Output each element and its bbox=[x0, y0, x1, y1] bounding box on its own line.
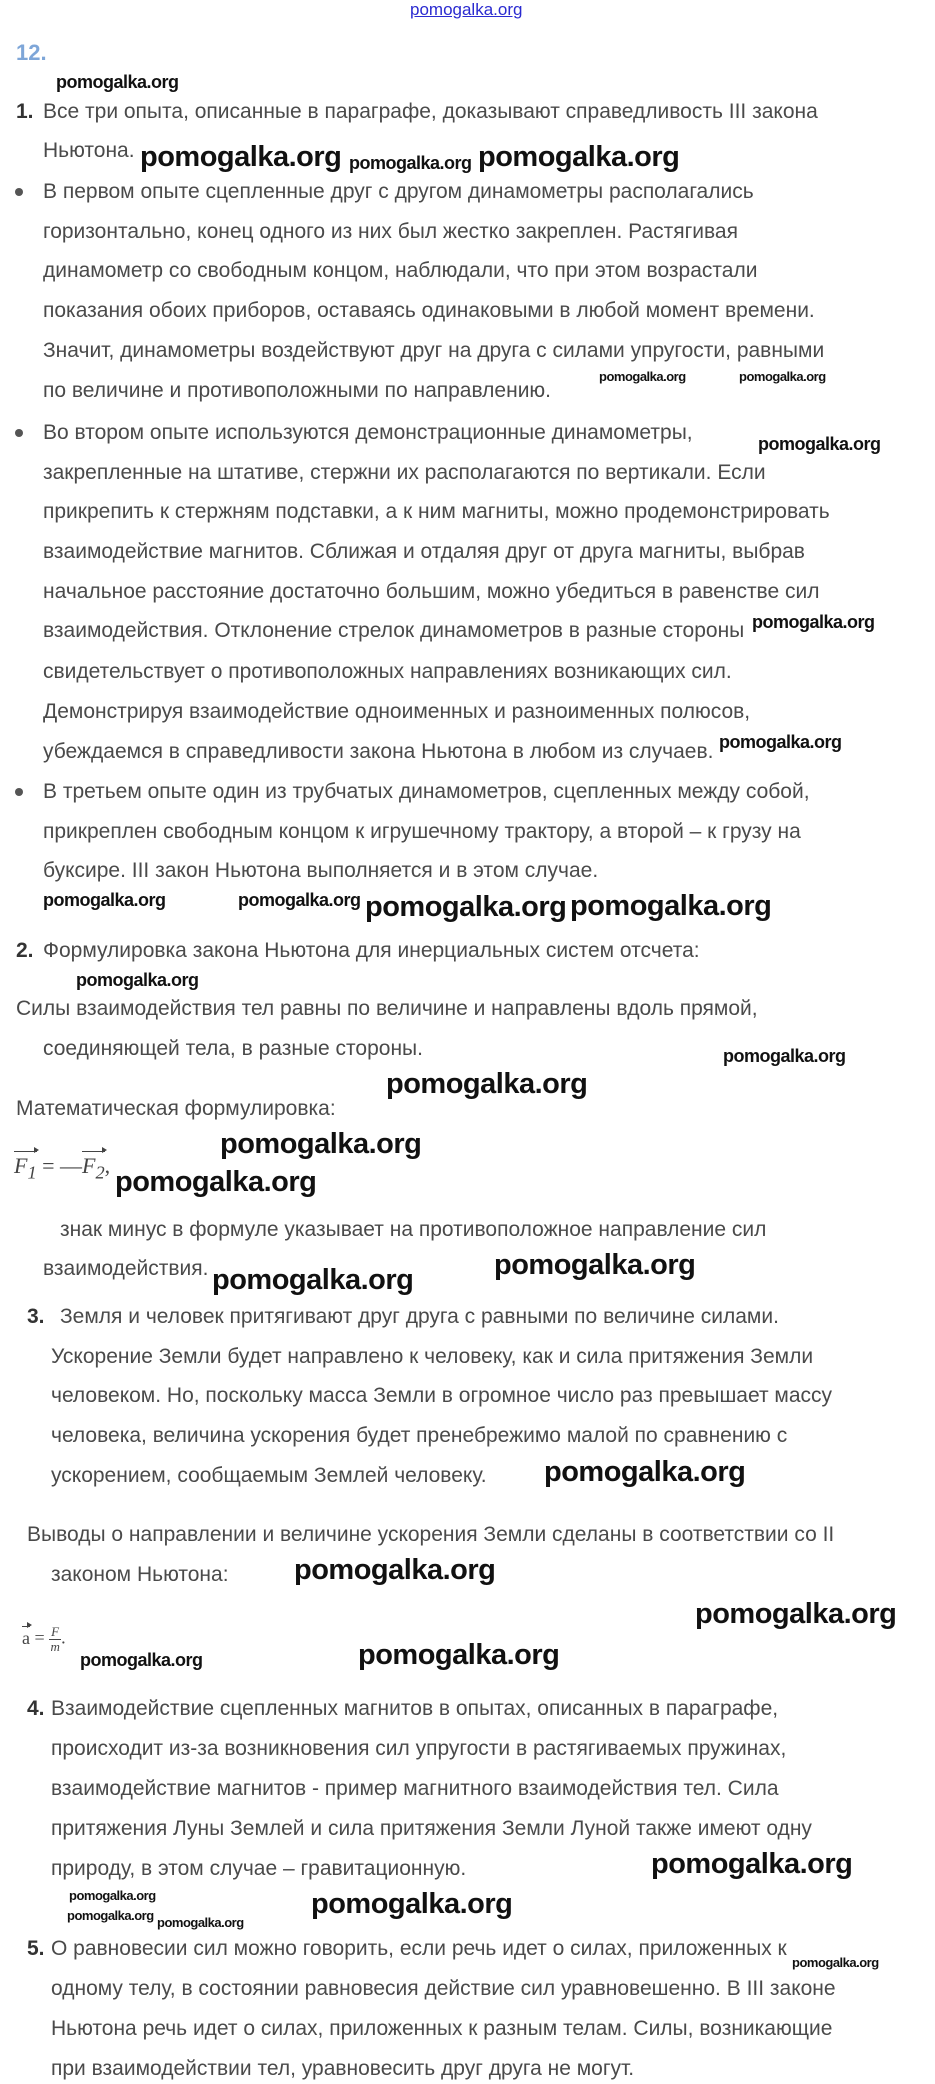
watermark: pomogalka.org bbox=[739, 369, 826, 384]
item-number: 2. bbox=[16, 939, 34, 962]
watermark: pomogalka.org bbox=[140, 141, 342, 173]
watermark: pomogalka.org bbox=[570, 890, 772, 922]
text-line: знак минус в формуле указывает на противоположное направление сил bbox=[60, 1218, 767, 1241]
watermark: pomogalka.org bbox=[220, 1128, 422, 1160]
text-line: буксире. III закон Ньютона выполняется и в этом случае. bbox=[43, 859, 599, 882]
text-line: по величине и противоположными по направлению. bbox=[43, 379, 552, 402]
watermark: pomogalka.org bbox=[365, 891, 567, 923]
watermark: pomogalka.org bbox=[212, 1264, 414, 1296]
watermark: pomogalka.org bbox=[723, 1046, 846, 1066]
text-line: соединяющей тела, в разные стороны. bbox=[43, 1037, 423, 1060]
task-number: 12. bbox=[16, 40, 47, 65]
watermark: pomogalka.org bbox=[349, 153, 472, 173]
text-line: человека, величина ускорения будет пренебрежимо малой по сравнению с bbox=[51, 1424, 788, 1447]
text-line: Силы взаимодействия тел равны по величине и направлены вдоль прямой, bbox=[16, 997, 758, 1020]
vector-f2: $F_2$ bbox=[82, 1153, 105, 1183]
text-line: показания обоих приборов, оставаясь одинаковыми в любой момент времени. bbox=[43, 299, 815, 322]
text-line: взаимодействие магнитов. Сближая и отдаляя друг от друга магниты, выбрав bbox=[43, 540, 805, 563]
watermark: pomogalka.org bbox=[311, 1888, 513, 1920]
vector-f1: $F_1$ bbox=[14, 1153, 37, 1183]
text-line: В третьем опыте один из трубчатых динамометров, сцепленных между собой, bbox=[43, 780, 810, 803]
text-line: динамометр со свободным концом, наблюдали, что при этом возрастали bbox=[43, 259, 758, 282]
text-line: Демонстрируя взаимодействие одноименных и разноименных полюсов, bbox=[43, 700, 751, 723]
watermark: pomogalka.org bbox=[752, 612, 875, 632]
top-watermark-link[interactable]: pomogalka.org bbox=[410, 0, 523, 19]
watermark: pomogalka.org bbox=[758, 434, 881, 454]
text-line: притяжения Луны Землей и сила притяжения Земли Луной также имеют одну bbox=[51, 1817, 812, 1840]
text-line: Значит, динамометры воздействуют друг на друга с силами упругости, равными bbox=[43, 339, 825, 362]
text-line: Ускорение Земли будет направлено к человеку, как и сила притяжения Земли bbox=[51, 1345, 814, 1368]
watermark: pomogalka.org bbox=[719, 732, 842, 752]
text-line: Формулировка закона Ньютона для инерциальных систем отсчета: bbox=[43, 939, 700, 962]
text-line: свидетельствует о противоположных направлениях возникающих сил. bbox=[43, 660, 732, 683]
text-line: происходит из-за возникновения сил упругости в растягиваемых пружинах, bbox=[51, 1737, 787, 1760]
watermark: pomogalka.org bbox=[494, 1249, 696, 1281]
text-line: ускорением, сообщаемым Землей человеку. bbox=[51, 1464, 487, 1487]
text-line: взаимодействия. Отклонение стрелок динамометров в разные стороны bbox=[43, 619, 745, 642]
text-line: прикреплен свободным концом к игрушечному трактору, а второй – к грузу на bbox=[43, 820, 801, 843]
text-line: Во втором опыте используются демонстрационные динамометры, bbox=[43, 421, 693, 444]
watermark: pomogalka.org bbox=[80, 1650, 203, 1670]
item-number: 4. bbox=[27, 1697, 45, 1720]
item-number: 5. bbox=[27, 1937, 45, 1960]
formula-acceleration: a = $\frac{F}{m}$ . bbox=[22, 1624, 66, 1654]
text-line: человеком. Но, поскольку масса Земли в огромное число раз превышает массу bbox=[51, 1384, 833, 1407]
watermark: pomogalka.org bbox=[294, 1554, 496, 1586]
text-line: взаимодействия. bbox=[43, 1257, 209, 1280]
text-line: природу, в этом случае – гравитационную. bbox=[51, 1857, 467, 1880]
watermark: pomogalka.org bbox=[544, 1456, 746, 1488]
vector-a: a bbox=[22, 1627, 30, 1648]
watermark: pomogalka.org bbox=[157, 1915, 244, 1930]
fraction: $\frac{F}{m}$ bbox=[50, 1624, 60, 1654]
watermark: pomogalka.org bbox=[478, 141, 680, 173]
bullet-icon bbox=[15, 788, 23, 796]
item-number: 1. bbox=[16, 100, 34, 123]
watermark: pomogalka.org bbox=[651, 1848, 853, 1880]
watermark: pomogalka.org bbox=[599, 369, 686, 384]
text-line: Все три опыта, описанные в параграфе, доказывают справедливость III закона bbox=[43, 100, 818, 123]
formula-newton-third-law: $F_1$ = $—F_2$, bbox=[14, 1153, 111, 1183]
watermark: pomogalka.org bbox=[56, 72, 179, 92]
watermark: pomogalka.org bbox=[358, 1639, 560, 1671]
text-line: О равновесии сил можно говорить, если речь идет о силах, приложенных к bbox=[51, 1937, 787, 1960]
watermark: pomogalka.org bbox=[76, 970, 199, 990]
text-line: начальное расстояние достаточно большим, можно убедиться в равенстве сил bbox=[43, 580, 820, 603]
text-line: Математическая формулировка: bbox=[16, 1097, 336, 1120]
text-line: В первом опыте сцепленные друг с другом динамометры располагались bbox=[43, 180, 754, 203]
watermark: pomogalka.org bbox=[67, 1908, 154, 1923]
text-line: Ньютона речь идет о силах, приложенных к разным телам. Силы, возникающие bbox=[51, 2017, 833, 2040]
watermark: pomogalka.org bbox=[43, 890, 166, 910]
bullet-icon bbox=[15, 429, 23, 437]
watermark: pomogalka.org bbox=[695, 1598, 897, 1630]
text-line: одному телу, в состоянии равновесия действие сил уравновешенно. В III законе bbox=[51, 1977, 836, 2000]
text-line: Выводы о направлении и величине ускорения Земли сделаны в соответствии со II bbox=[27, 1523, 835, 1546]
text-line: Ньютона. bbox=[43, 139, 135, 162]
text-line: законом Ньютона: bbox=[51, 1563, 229, 1586]
watermark: pomogalka.org bbox=[792, 1955, 879, 1970]
text-line: убеждаемся в справедливости закона Ньютона в любом из случаев. bbox=[43, 740, 714, 763]
watermark: pomogalka.org bbox=[238, 890, 361, 910]
text-line: взаимодействие магнитов - пример магнитного взаимодействия тел. Сила bbox=[51, 1777, 779, 1800]
text-line: Взаимодействие сцепленных магнитов в опытах, описанных в параграфе, bbox=[51, 1697, 779, 1720]
text-line: прикрепить к стержням подставки, а к ним магниты, можно продемонстрировать bbox=[43, 500, 830, 523]
text-line: при взаимодействии тел, уравновесить друг друга не могут. bbox=[51, 2057, 635, 2080]
watermark: pomogalka.org bbox=[69, 1888, 156, 1903]
watermark: pomogalka.org bbox=[386, 1068, 588, 1100]
watermark: pomogalka.org bbox=[115, 1166, 317, 1198]
bullet-icon bbox=[15, 188, 23, 196]
text-line: Земля и человек притягивают друг друга с равными по величине силами. bbox=[60, 1305, 779, 1328]
text-line: горизонтально, конец одного из них был жестко закреплен. Растягивая bbox=[43, 220, 738, 243]
item-number: 3. bbox=[27, 1305, 45, 1328]
text-line: закрепленные на штативе, стержни их располагаются по вертикали. Если bbox=[43, 461, 766, 484]
